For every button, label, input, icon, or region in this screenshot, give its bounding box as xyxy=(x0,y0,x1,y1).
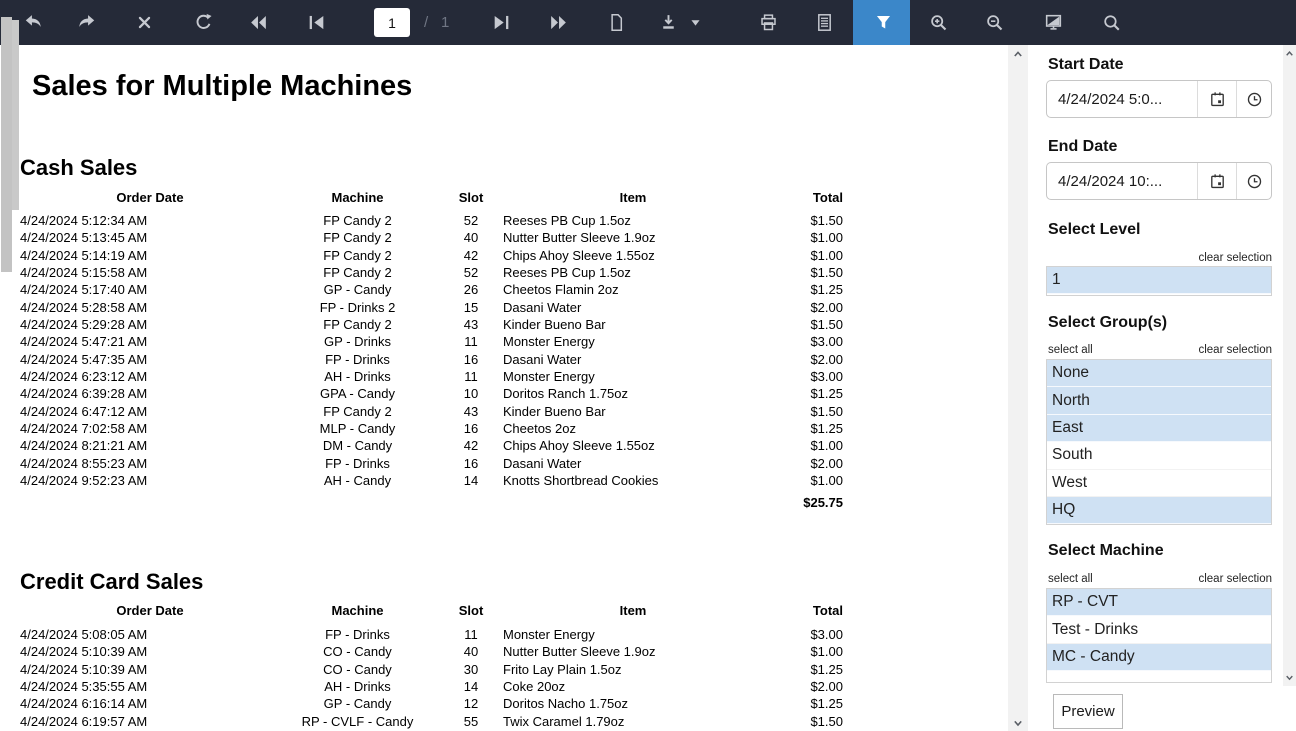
cash-sales-total: $25.75 xyxy=(803,495,843,510)
calendar-button[interactable] xyxy=(1197,81,1236,117)
level-listbox xyxy=(1046,266,1272,296)
cell: 12 xyxy=(463,696,479,712)
cell: 4/24/2024 5:08:05 AM xyxy=(20,627,148,642)
cell: Dasani Water xyxy=(503,299,582,315)
filter-icon xyxy=(873,12,894,33)
end-date-label: End Date xyxy=(1048,138,1118,155)
toolbar xyxy=(0,0,1296,45)
cell: 11 xyxy=(464,627,478,642)
cell: CO - Candy xyxy=(323,644,392,660)
groups-select-all-link[interactable]: select all xyxy=(1048,344,1093,356)
list-option[interactable] xyxy=(1047,671,1271,683)
cash-sales-total-row xyxy=(0,495,1008,512)
column-header: Total xyxy=(812,603,843,618)
cell: $2.00 xyxy=(810,455,843,471)
start-date-label: Start Date xyxy=(1048,56,1124,73)
cell: Kinder Bueno Bar xyxy=(503,317,606,333)
cell: FP Candy 2 xyxy=(323,403,392,419)
cell: Nutter Butter Sleeve 1.9oz xyxy=(503,230,656,246)
machine-clear-selection-link[interactable]: clear selection xyxy=(1198,573,1272,585)
cancel-icon xyxy=(134,12,155,33)
page-separator: / xyxy=(424,14,429,31)
table-row xyxy=(0,662,1008,679)
scroll-down-icon[interactable] xyxy=(1008,714,1028,731)
cell: $1.00 xyxy=(810,438,843,454)
zoom-in-button[interactable] xyxy=(925,0,951,45)
cell: CO - Candy xyxy=(323,661,392,677)
cell: Coke 20oz xyxy=(503,679,566,695)
list-option[interactable]: Test - Drinks xyxy=(1047,616,1271,643)
clock-icon xyxy=(1245,172,1264,191)
cell: $1.00 xyxy=(810,644,843,660)
cell: 4/24/2024 5:17:40 AM xyxy=(20,282,148,298)
cell: FP Candy 2 xyxy=(323,213,392,228)
last-page-button[interactable] xyxy=(545,0,571,45)
cell: 4/24/2024 6:19:57 AM xyxy=(20,713,148,729)
cell: Twix Caramel 1.79oz xyxy=(503,713,625,729)
table-row xyxy=(0,404,1008,421)
list-option[interactable]: HQ xyxy=(1047,497,1271,524)
dropdown-caret-icon xyxy=(691,18,700,27)
print-icon xyxy=(758,12,779,33)
cell: FP - Drinks xyxy=(325,627,390,642)
cell: 14 xyxy=(463,679,479,695)
cell: 16 xyxy=(463,421,479,437)
list-option[interactable]: West xyxy=(1047,470,1271,497)
scroll-up-icon[interactable] xyxy=(1008,45,1028,62)
preview-button[interactable]: Preview xyxy=(1053,694,1123,729)
print-layout-icon xyxy=(814,12,835,33)
cell: AH - Drinks xyxy=(324,369,391,385)
list-option[interactable]: RP - CVT xyxy=(1047,589,1271,616)
column-header: Slot xyxy=(458,190,484,205)
cell: 4/24/2024 5:15:58 AM xyxy=(20,265,148,281)
start-date-input[interactable] xyxy=(1047,81,1197,117)
time-button[interactable] xyxy=(1236,81,1271,117)
print-button[interactable] xyxy=(755,0,781,45)
calendar-icon xyxy=(1208,172,1227,191)
cash-sales-table xyxy=(0,213,1008,491)
list-option[interactable]: MC - Candy xyxy=(1047,644,1271,671)
cell: 14 xyxy=(463,473,479,489)
column-header: Item xyxy=(619,190,647,205)
time-button[interactable] xyxy=(1236,163,1271,199)
last-page-icon xyxy=(548,12,569,33)
download-icon xyxy=(658,12,679,33)
cell: Chips Ahoy Sleeve 1.55oz xyxy=(503,247,655,263)
cell: 16 xyxy=(463,455,479,471)
groups-listbox xyxy=(1046,359,1272,525)
cell: $1.00 xyxy=(810,247,843,263)
table-row xyxy=(0,352,1008,369)
next-page-button[interactable] xyxy=(488,0,514,45)
cell: $2.00 xyxy=(810,299,843,315)
cell: FP - Drinks 2 xyxy=(319,299,396,315)
cell: Knotts Shortbread Cookies xyxy=(503,473,659,489)
cell: 42 xyxy=(463,438,479,454)
start-date-picker xyxy=(1046,80,1272,118)
cell: FP Candy 2 xyxy=(323,317,392,333)
table-row xyxy=(0,317,1008,334)
fit-page-button[interactable] xyxy=(1040,0,1066,45)
cell: 4/24/2024 5:47:35 AM xyxy=(20,351,148,367)
cell: GP - Candy xyxy=(323,696,392,712)
table-row xyxy=(0,696,1008,713)
cell: 26 xyxy=(463,282,479,298)
calendar-icon xyxy=(1208,90,1227,109)
cell: 40 xyxy=(463,230,479,246)
credit-card-sales-heading: Credit Card Sales xyxy=(20,569,204,594)
cell: 42 xyxy=(463,247,479,263)
cell: $1.50 xyxy=(810,317,843,333)
table-row xyxy=(0,644,1008,661)
groups-clear-selection-link[interactable]: clear selection xyxy=(1198,344,1272,356)
column-header: Machine xyxy=(331,603,384,618)
parameters-panel xyxy=(1028,45,1283,731)
end-date-input[interactable] xyxy=(1047,163,1197,199)
end-date-picker xyxy=(1046,162,1272,200)
cell: $2.00 xyxy=(810,679,843,695)
cell: 15 xyxy=(463,299,479,315)
zoom-out-button[interactable] xyxy=(981,0,1007,45)
cell: 4/24/2024 5:35:55 AM xyxy=(20,679,148,695)
cell: Reeses PB Cup 1.5oz xyxy=(503,213,631,228)
fit-page-icon xyxy=(1043,12,1064,33)
cell: Cheetos 2oz xyxy=(503,421,576,437)
cell: $1.25 xyxy=(810,386,843,402)
cell: 43 xyxy=(463,317,479,333)
cell: GPA - Candy xyxy=(320,386,395,402)
list-option[interactable]: 1 xyxy=(1047,267,1271,294)
cell: GP - Drinks xyxy=(324,334,391,350)
table-row xyxy=(0,300,1008,317)
cell: 16 xyxy=(463,351,479,367)
list-option[interactable]: None xyxy=(1047,360,1271,387)
cell: Monster Energy xyxy=(503,369,595,385)
undo-icon xyxy=(23,12,44,33)
cell: 4/24/2024 5:12:34 AM xyxy=(20,213,148,228)
select-level-label: Select Level xyxy=(1048,221,1141,238)
panel-scrollbar[interactable] xyxy=(1283,45,1296,686)
credit-card-sales-table xyxy=(0,627,1008,731)
cell: 4/24/2024 6:23:12 AM xyxy=(20,369,148,385)
column-header: Slot xyxy=(458,603,484,618)
cell: $1.25 xyxy=(810,661,843,677)
column-header: Machine xyxy=(331,190,384,205)
cell: 43 xyxy=(463,403,479,419)
cell: 4/24/2024 7:02:58 AM xyxy=(20,421,148,437)
cell: 4/24/2024 5:10:39 AM xyxy=(20,644,148,660)
cell: 10 xyxy=(463,386,479,402)
column-header: Item xyxy=(619,603,647,618)
cell: RP - CVLF - Candy xyxy=(301,713,414,729)
cell: AH - Candy xyxy=(323,473,392,489)
dropdown-caret-button[interactable] xyxy=(682,0,708,45)
cell: Monster Energy xyxy=(503,627,595,642)
cell: 52 xyxy=(463,265,479,281)
list-option[interactable]: South xyxy=(1047,442,1271,469)
cell: $1.00 xyxy=(810,473,843,489)
cell: GP - Candy xyxy=(323,282,392,298)
cell: 55 xyxy=(463,713,479,729)
cell: $3.00 xyxy=(810,627,843,642)
select-machine-label: Select Machine xyxy=(1048,542,1164,559)
table-row xyxy=(0,334,1008,351)
scroll-up-icon[interactable] xyxy=(1283,45,1296,62)
cell: 4/24/2024 8:21:21 AM xyxy=(20,438,148,454)
table-row xyxy=(0,438,1008,455)
table-row xyxy=(0,282,1008,299)
cell: 4/24/2024 9:52:23 AM xyxy=(20,473,148,489)
cell: FP - Drinks xyxy=(325,455,390,471)
cell: Dasani Water xyxy=(503,455,582,471)
cell: AH - Drinks xyxy=(324,679,391,695)
table-row xyxy=(0,627,1008,644)
clock-icon xyxy=(1245,90,1264,109)
cell: $1.50 xyxy=(810,213,843,228)
cell: 4/24/2024 6:16:14 AM xyxy=(20,696,148,712)
cash-sales-header-row xyxy=(0,190,1008,207)
redo-icon xyxy=(76,12,97,33)
list-option[interactable]: East xyxy=(1047,415,1271,442)
cell: 4/24/2024 5:28:58 AM xyxy=(20,299,148,315)
credit-card-header-row xyxy=(0,603,1008,620)
column-header: Order Date xyxy=(116,603,184,618)
download-button[interactable] xyxy=(655,0,681,45)
cell: 4/24/2024 8:55:23 AM xyxy=(20,455,148,471)
cell: Doritos Nacho 1.75oz xyxy=(503,696,629,712)
cell: Monster Energy xyxy=(503,334,595,350)
table-row xyxy=(0,386,1008,403)
undo-button[interactable] xyxy=(20,0,46,45)
first-page-button[interactable] xyxy=(303,0,329,45)
cell: 4/24/2024 5:14:19 AM xyxy=(20,247,148,263)
machine-listbox xyxy=(1046,588,1272,683)
report-page xyxy=(0,45,1008,731)
table-row xyxy=(0,679,1008,696)
filter-button[interactable] xyxy=(870,0,896,45)
cell: FP Candy 2 xyxy=(323,230,392,246)
cell: $2.00 xyxy=(810,351,843,367)
table-row xyxy=(0,230,1008,247)
column-header: Order Date xyxy=(116,190,184,205)
cell: $1.50 xyxy=(810,265,843,281)
cell: FP Candy 2 xyxy=(323,265,392,281)
cell: $1.50 xyxy=(810,403,843,419)
cell: 4/24/2024 6:39:28 AM xyxy=(20,386,148,402)
cell: $3.00 xyxy=(810,369,843,385)
page-number-input[interactable] xyxy=(374,8,410,37)
machine-select-all-link[interactable]: select all xyxy=(1048,573,1093,585)
table-row xyxy=(0,421,1008,438)
cell: 11 xyxy=(464,369,478,385)
level-clear-selection-link[interactable]: clear selection xyxy=(1198,252,1272,264)
cash-sales-heading: Cash Sales xyxy=(20,155,138,180)
cell: Dasani Water xyxy=(503,351,582,367)
cell: Reeses PB Cup 1.5oz xyxy=(503,265,631,281)
zoom-out-icon xyxy=(984,12,1005,33)
previous-page-icon xyxy=(248,12,269,33)
cell: 4/24/2024 5:13:45 AM xyxy=(20,230,148,246)
export-button[interactable] xyxy=(603,0,629,45)
cell: Chips Ahoy Sleeve 1.55oz xyxy=(503,438,655,454)
cell: 4/24/2024 5:47:21 AM xyxy=(20,334,148,350)
export-icon xyxy=(606,12,627,33)
previous-page-button[interactable] xyxy=(245,0,271,45)
search-icon xyxy=(1101,12,1122,33)
cell: Frito Lay Plain 1.5oz xyxy=(503,661,622,677)
cell: 40 xyxy=(463,644,479,660)
table-row xyxy=(0,714,1008,731)
cell: DM - Candy xyxy=(322,438,393,454)
scroll-down-icon[interactable] xyxy=(1283,669,1296,686)
cell: FP Candy 2 xyxy=(323,247,392,263)
select-groups-label: Select Group(s) xyxy=(1048,314,1168,331)
cell: Cheetos Flamin 2oz xyxy=(503,282,619,298)
zoom-in-icon xyxy=(928,12,949,33)
panel-scrollbar-thumb[interactable] xyxy=(1,17,12,272)
cell: 30 xyxy=(463,661,479,677)
cell: MLP - Candy xyxy=(319,421,396,437)
cell: 4/24/2024 5:29:28 AM xyxy=(20,317,148,333)
table-row xyxy=(0,265,1008,282)
report-scrollbar[interactable] xyxy=(1008,45,1028,731)
cell: FP - Drinks xyxy=(325,351,390,367)
search-button[interactable] xyxy=(1098,0,1124,45)
cell: $1.50 xyxy=(810,713,843,729)
table-row xyxy=(0,213,1008,230)
cell: 4/24/2024 5:10:39 AM xyxy=(20,661,148,677)
cell: $1.25 xyxy=(810,282,843,298)
table-row xyxy=(0,473,1008,490)
next-page-icon xyxy=(491,12,512,33)
table-row xyxy=(0,248,1008,265)
report-title: Sales for Multiple Machines xyxy=(32,70,413,102)
page-total: 1 xyxy=(441,14,450,31)
calendar-button[interactable] xyxy=(1197,163,1236,199)
cell: Doritos Ranch 1.75oz xyxy=(503,386,629,402)
table-row xyxy=(0,456,1008,473)
column-header: Total xyxy=(812,190,843,205)
cell: 52 xyxy=(463,213,479,228)
cancel-button[interactable] xyxy=(131,0,157,45)
cell: Kinder Bueno Bar xyxy=(503,403,606,419)
cell: $1.25 xyxy=(810,421,843,437)
list-option[interactable]: North xyxy=(1047,387,1271,414)
print-layout-button[interactable] xyxy=(811,0,837,45)
cell: Nutter Butter Sleeve 1.9oz xyxy=(503,644,656,660)
cell: $3.00 xyxy=(810,334,843,350)
cell: 11 xyxy=(464,334,478,350)
cell: $1.25 xyxy=(810,696,843,712)
refresh-button[interactable] xyxy=(190,0,216,45)
first-page-icon xyxy=(306,12,327,33)
refresh-icon xyxy=(193,12,214,33)
cell: $1.00 xyxy=(810,230,843,246)
cell: 4/24/2024 6:47:12 AM xyxy=(20,403,148,419)
redo-button[interactable] xyxy=(73,0,99,45)
table-row xyxy=(0,369,1008,386)
